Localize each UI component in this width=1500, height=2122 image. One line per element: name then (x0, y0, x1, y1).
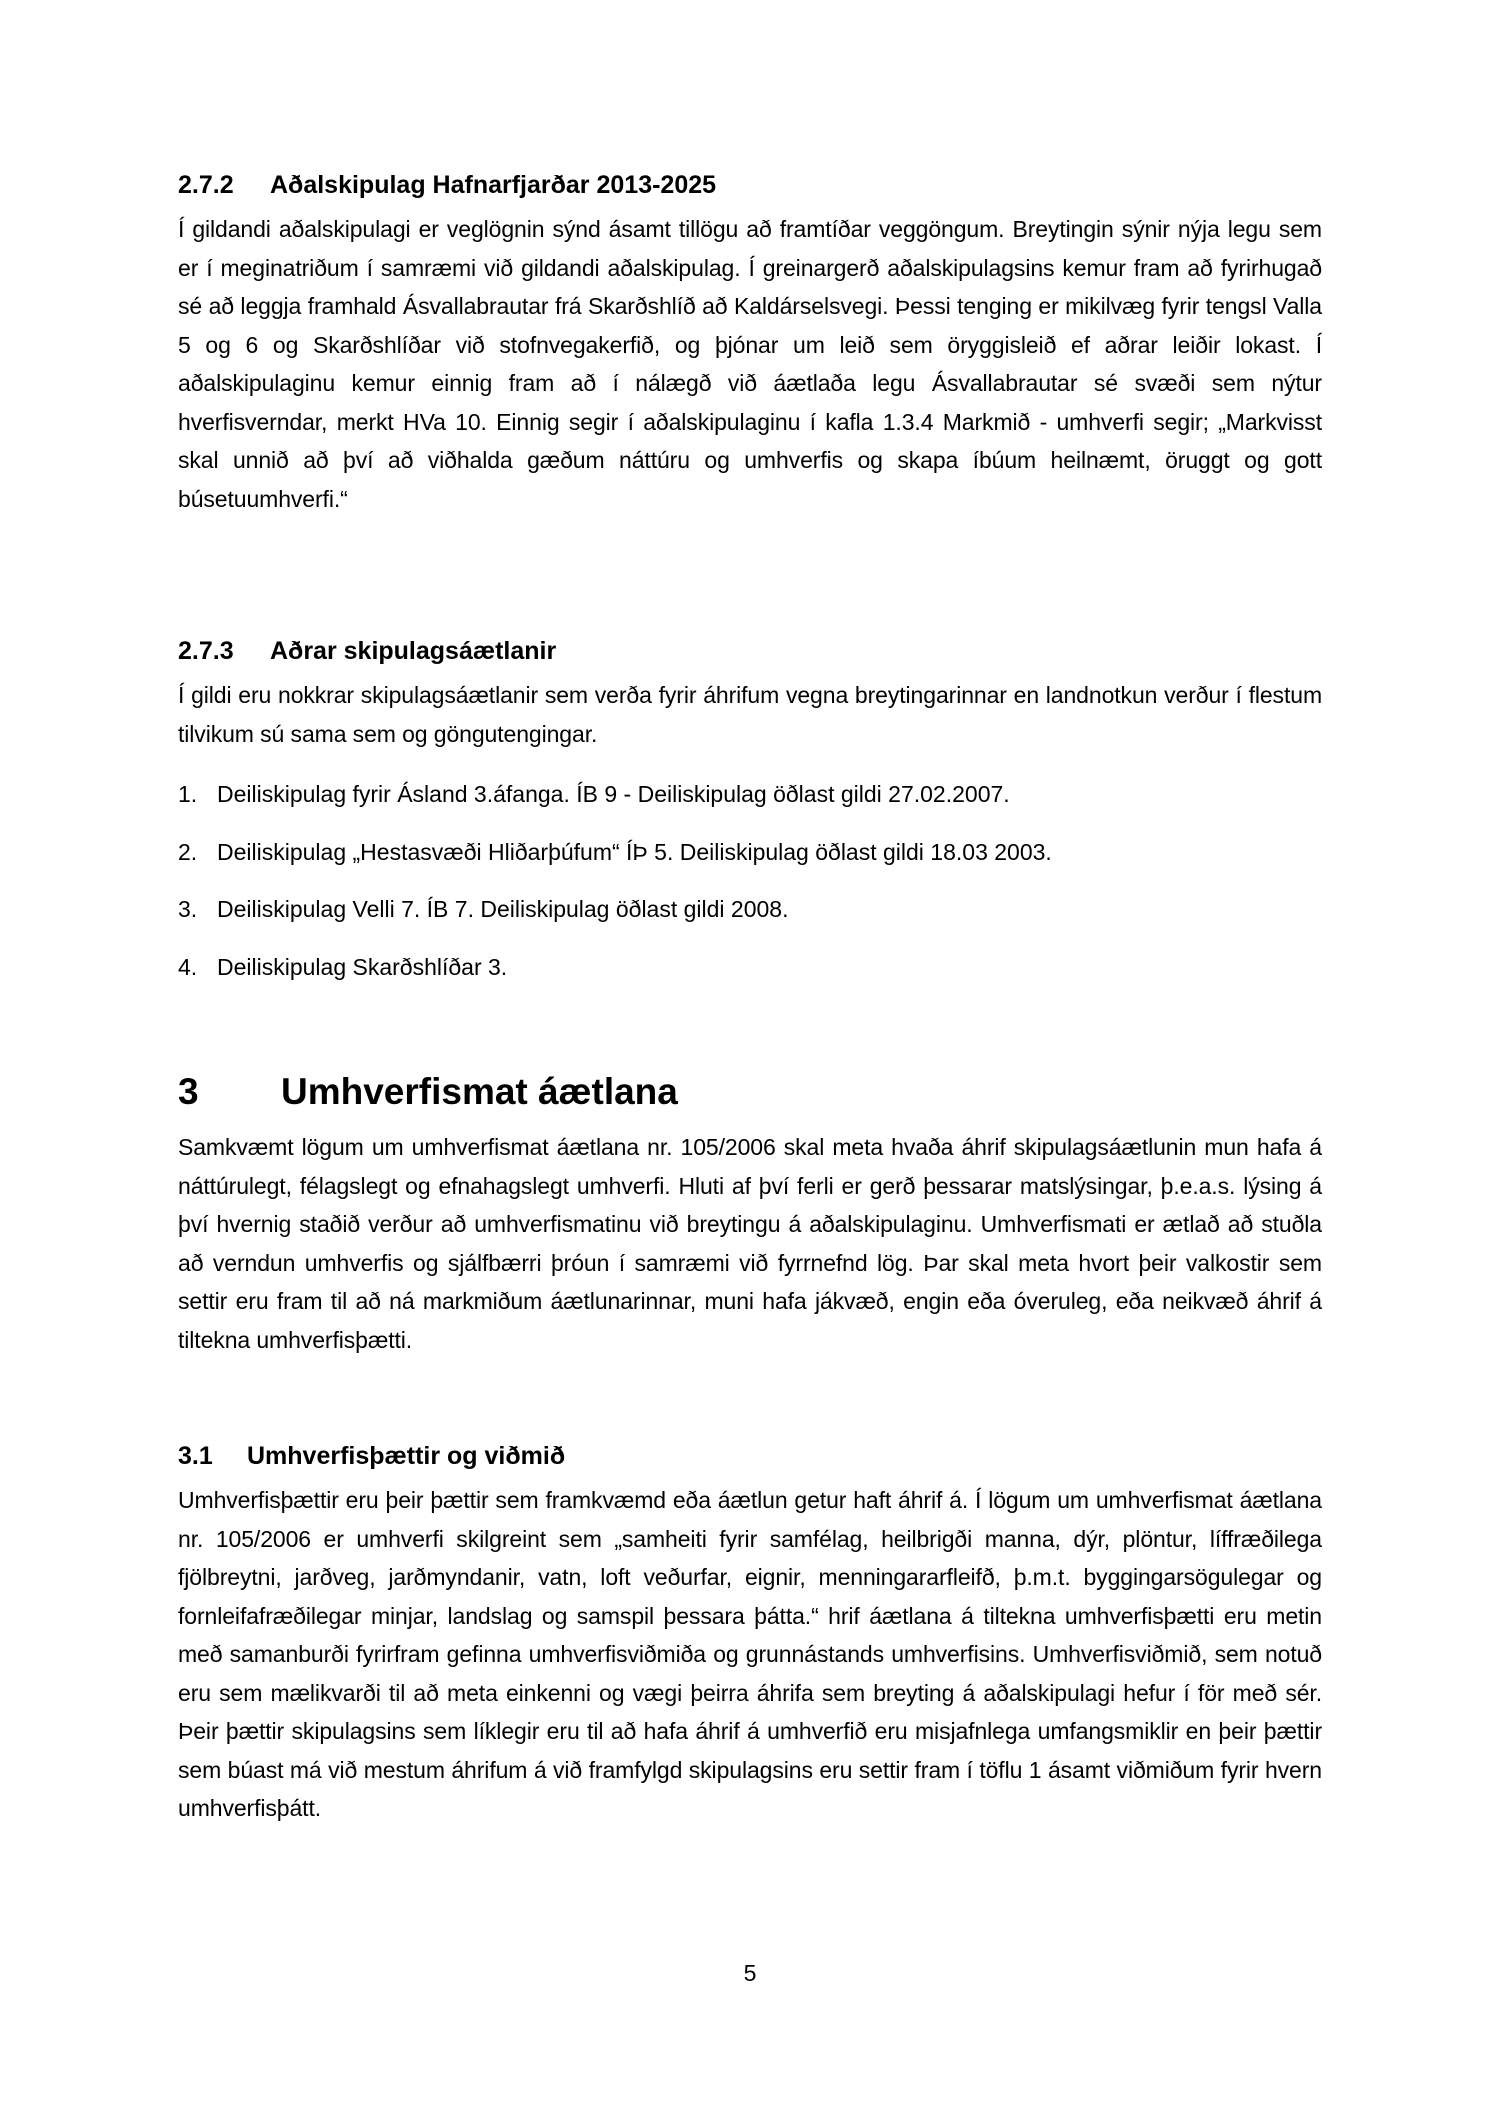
section-number-2-7-2: 2.7.2 (178, 171, 234, 199)
list-item-text: Deiliskipulag fyrir Ásland 3.áfanga. ÍB 9 - Deiliskipulag öðlast gildi 27.02.2007. (217, 781, 1010, 807)
list-item-number: 4. (178, 953, 198, 980)
section-heading-2-7-2 (178, 170, 1322, 200)
section-title-2-7-3: Aðrar skipulagsáætlanir (270, 637, 557, 665)
list-item (178, 833, 1322, 872)
list-item-number: 3. (178, 896, 198, 922)
paragraph-3: Samkvæmt lögum um umhverfismat áætlana nr. 105/2006 skal meta hvaða áhrif skipulagsáætlunin mun hafa á náttúrulegt, félagslegt og efnahagslegt umhverfi. Hluti af því ferli er gerð þessarar matslýsingar, þ.e.a.s. lýsing á því hvernig staðið verður að umhverfismatinu við breytingu á aðalskipulaginu. Umhverfismati er ætlað að stuðla að verndun umhverfis og sjálfbærri þróun í samræmi við fyrrnefnd lög. Þar skal meta hvort þeir valkostir sem settir eru fram til að ná markmiðum áætlunarinnar, muni hafa jákvæð, engin eða óveruleg, eða neikvæð áhrif á tiltekna umhverfisþætti. (178, 1134, 1322, 1353)
paragraph-3-1: Umhverfisþættir eru þeir þættir sem framkvæmd eða áætlun getur haft áhrif á. Í lögum um umhverfismat áætlana nr. 105/2006 er umhverfi skilgreint sem „samheiti fyrir samfélag, heilbrigði manna, dýr, plöntur, líffræðilega fjölbreytni, jarðveg, jarðmyndanir, vatn, loft veðurfar, eignir, menningararfleifð, þ.m.t. byggingarsögulegar og fornleifafræðilegar minjar, landslag og samspil þessara þátta.“ hrif áætlana á tiltekna umhverfisþætti eru metin með samanburði fyrirfram gefinna umhverfisviðmiða og grunnástands umhverfisins. Umhverfisviðmið, sem notuð eru sem mælikvarði til að meta einkenni og vægi þeirra áhrifa sem breyting á aðalskipulagi hefur í för með sér. Þeir þættir skipulagsins sem líklegir eru til að hafa áhrif á umhverfið eru misjafnlega umfangsmiklir en þeir þættir sem búast má við mestum áhrifum á við framfylgd skipulagsins eru settir fram í töflu 1 ásamt viðmiðum fyrir hvern umhverfisþátt. (178, 1487, 1322, 1822)
list-item-number: 1. (178, 781, 198, 807)
section-title-2-7-2: Aðalskipulag Hafnarfjarðar 2013-2025 (270, 171, 717, 199)
section-title-3: Umhverfismat áætlana (281, 1071, 678, 1112)
paragraph-2-7-2: Í gildandi aðalskipulagi er veglögnin sýnd ásamt tillögu að framtíðar veggöngum. Breytingin sýnir nýja legu sem er í meginatriðum í samræmi við gildandi aðalskipulag. Í greinargerð aðalskipulagsins kemur fram að fyrirhugað sé að leggja framhald Ásvallabrautar frá Skarðshlíð að Kaldárselsvegi. Þessi tenging er mikilvæg fyrir tengsl Valla 5 og 6 og Skarðshlíðar við stofnvegakerfið, og þjónar um leið sem öryggisleið ef aðrar leiðir lokast. Í aðalskipulaginu kemur einnig fram að í nálægð við áætlaða legu Ásvallabrautar sé svæði sem nýtur hverfisverndar, merkt HVa 10. Einnig segir í aðalskipulaginu í kafla 1.3.4 Markmið - umhverfi segir; „Markvisst skal unnið að því að viðhalda gæðum náttúru og umhverfis og skapa íbúum heilnæmt, öruggt og gott búsetuumhverfi.“ (178, 216, 1322, 512)
list-item (178, 775, 1322, 814)
paragraph-2-7-3: Í gildi eru nokkrar skipulagsáætlanir sem verða fyrir áhrifum vegna breytingarinnar en landnotkun verður í flestum tilvikum sú sama sem og göngutengingar. (178, 682, 1322, 747)
section-number-2-7-3: 2.7.3 (178, 637, 234, 665)
section-number-3: 3 (178, 1071, 199, 1112)
list-item (178, 948, 1322, 987)
list-item (178, 890, 1322, 929)
section-number-3-1: 3.1 (178, 1442, 213, 1471)
list-item-number: 2. (178, 838, 198, 865)
section-heading-2-7-3 (178, 636, 1322, 666)
page-footer (0, 1958, 1500, 1988)
list-item-text: Deiliskipulag „Hestasvæði Hliðarþúfum“ ÍÞ 5. Deiliskipulag öðlast gildi 18.03 2003. (217, 838, 1052, 865)
section-heading-3-1 (178, 1441, 1322, 1471)
plan-list (178, 775, 1322, 986)
section-heading-3 (178, 1070, 1322, 1114)
list-item-text: Deiliskipulag Skarðshlíðar 3. (217, 953, 508, 980)
section-title-3-1: Umhverfisþættir og viðmið (247, 1442, 566, 1471)
page-number: 5 (743, 1960, 757, 1986)
list-item-text: Deiliskipulag Velli 7. ÍB 7. Deiliskipulag öðlast gildi 2008. (217, 896, 789, 922)
